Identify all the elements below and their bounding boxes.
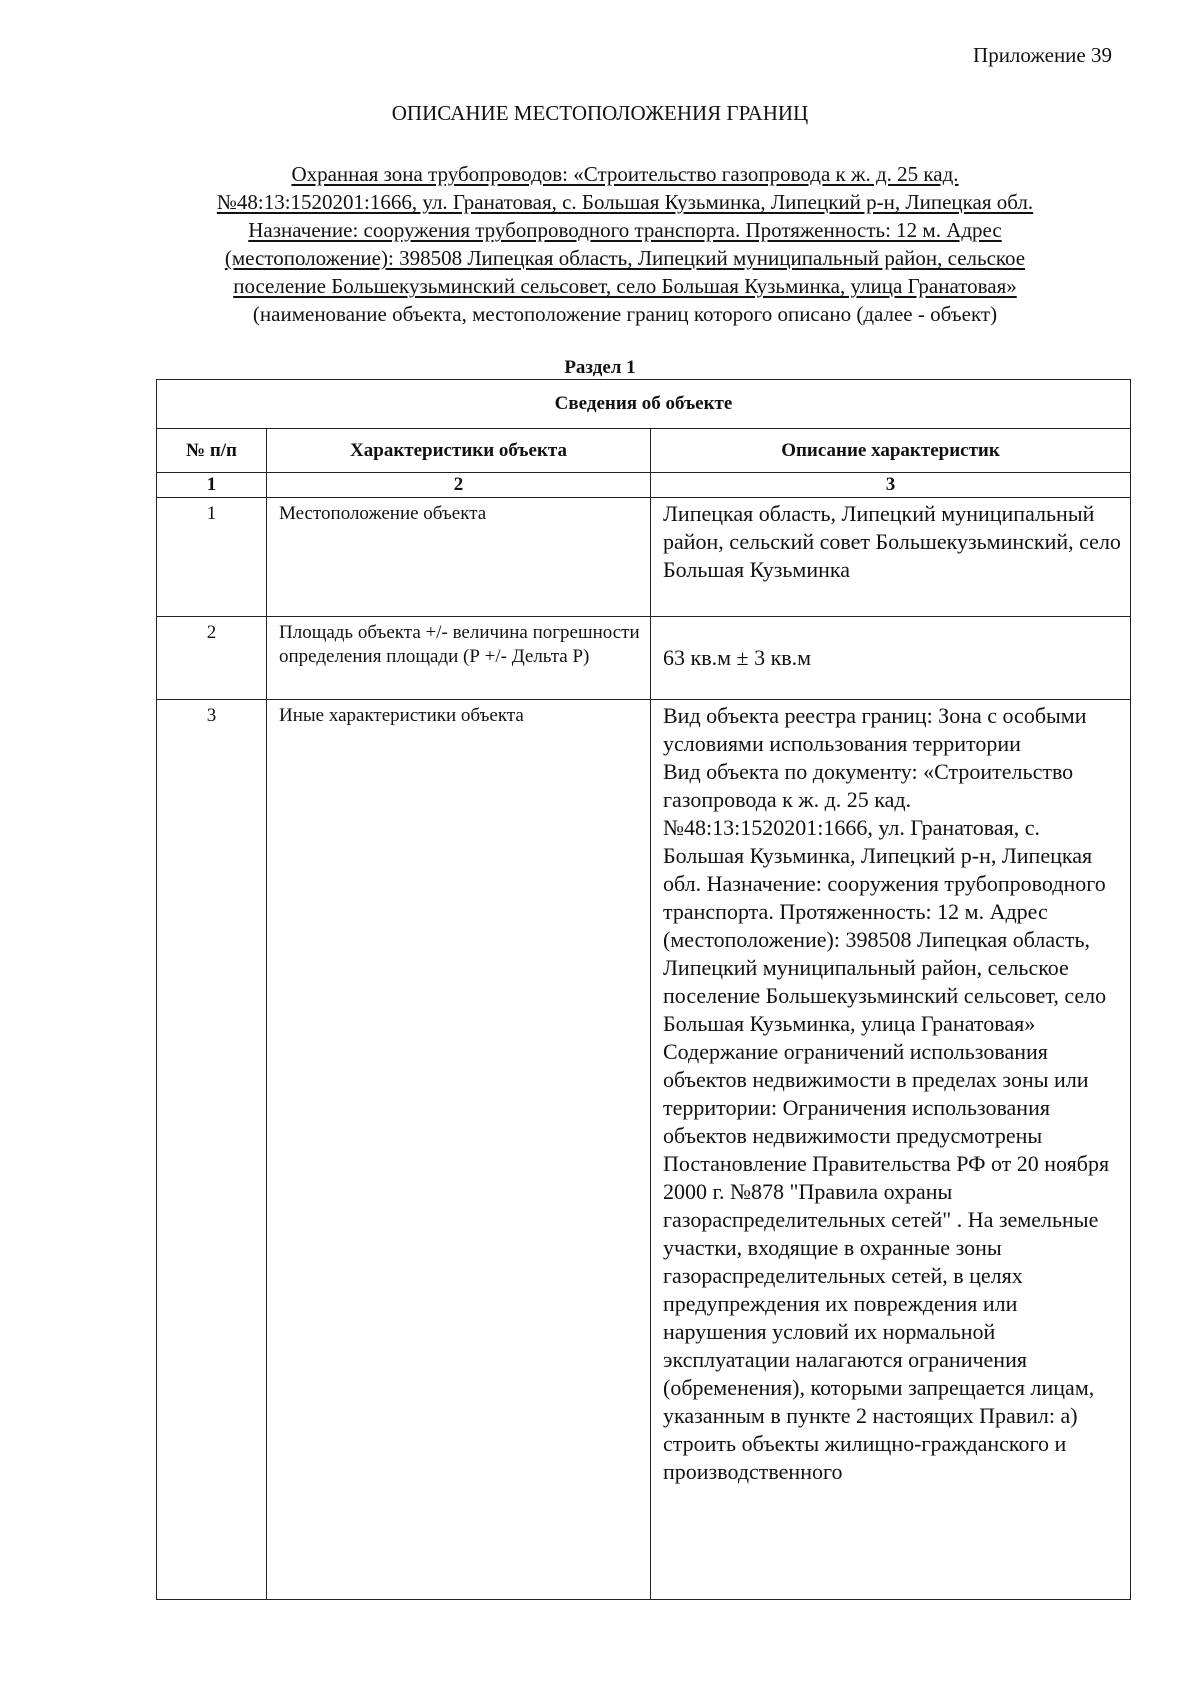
column-header-description: Описание характеристик bbox=[651, 429, 1131, 473]
object-name-line: Охранная зона трубопроводов: «Строительство газопровода к ж. д. 25 кад. bbox=[291, 162, 959, 186]
row-number: 2 bbox=[157, 617, 267, 700]
row-number: 3 bbox=[157, 700, 267, 1600]
section-title: Раздел 1 bbox=[564, 357, 636, 378]
row-description: Вид объекта реестра границ: Зона с особыми условиями использования территории Вид объекта по документу: «Строительство газопровода к ж. д. 25 кад. №48:13:1520201:1666, ул. Гранатовая, с. Большая Кузьминка, Липецкий р-н, Липецкая обл. Назначение: сооружения трубопроводного транспорта. Протяженность: 12 м. Адрес (местоположение): 398508 Липецкая область, Липецкий муниципальный район, сельское поселение Большекузьминский сельсовет, село Большая Кузьминка, улица Гранатовая» Содержание ограничений использования объектов недвижимости в пределах зоны или территории: Ограничения использования объектов недвижимости предусмотрены Постановление Правительства РФ от 20 ноября 2000 г. №878 "Правила охраны газораспределительных сетей" . На земельные участки, входящие в охранные зоны газораспределительных сетей, в целях предупреждения их повреждения или нарушения условий их нормальной эксплуатации налагаются ограничения (обременения), которыми запрещается лицам, указанным в пункте 2 настоящих Правил: а) строить объекты жилищно-гражданского и производственного bbox=[651, 700, 1131, 1600]
object-name-line: №48:13:1520201:1666, ул. Гранатовая, с. Большая Кузьминка, Липецкий р-н, Липецкая обл. bbox=[216, 190, 1034, 214]
table-row bbox=[157, 617, 1131, 700]
column-number: 3 bbox=[651, 473, 1131, 498]
row-characteristic: Иные характеристики объекта bbox=[267, 700, 651, 1600]
table-row bbox=[157, 498, 1131, 617]
table-caption: Сведения об объекте bbox=[157, 380, 1131, 429]
column-number: 2 bbox=[267, 473, 651, 498]
object-info-table bbox=[156, 379, 1131, 1600]
object-name-line: поселение Большекузьминский сельсовет, село Большая Кузьминка, улица Гранатовая» bbox=[233, 274, 1017, 298]
column-header-characteristic: Характеристики объекта bbox=[267, 429, 651, 473]
row-description: Липецкая область, Липецкий муниципальный район, сельский совет Большекузьминский, село Большая Кузьминка bbox=[651, 498, 1131, 617]
column-header-number: № п/п bbox=[157, 429, 267, 473]
row-characteristic: Площадь объекта +/- величина погрешности определения площади (Р +/- Дельта Р) bbox=[267, 617, 651, 700]
appendix-label: Приложение 39 bbox=[973, 43, 1112, 67]
row-description: 63 кв.м ± 3 кв.м bbox=[651, 617, 1131, 700]
column-number: 1 bbox=[157, 473, 267, 498]
document-title: ОПИСАНИЕ МЕСТОПОЛОЖЕНИЯ ГРАНИЦ bbox=[391, 101, 809, 125]
table-row bbox=[157, 700, 1131, 1600]
object-name-block bbox=[140, 160, 1110, 328]
object-name-line: Назначение: сооружения трубопроводного транспорта. Протяженность: 12 м. Адрес bbox=[248, 218, 1002, 242]
object-name-line: (местоположение): 398508 Липецкая область, Липецкий муниципальный район, сельское bbox=[224, 246, 1026, 270]
row-number: 1 bbox=[157, 498, 267, 617]
row-characteristic: Местоположение объекта bbox=[267, 498, 651, 617]
object-name-note: (наименование объекта, местоположение границ которого описано (далее - объект) bbox=[252, 302, 998, 326]
